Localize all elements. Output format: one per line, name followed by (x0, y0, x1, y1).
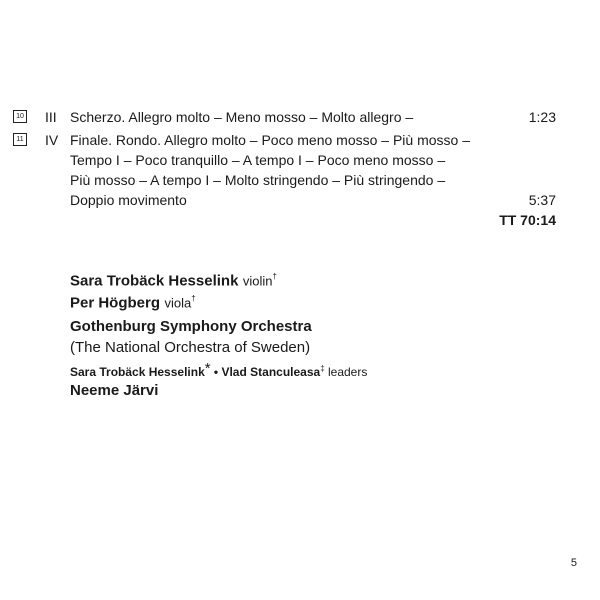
performer-name: Per Högberg (70, 294, 161, 312)
movement-line: Più mosso – A tempo I – Molto stringendo – Più stringendo – (70, 172, 446, 188)
bullet-separator: • (210, 365, 222, 379)
leaders-label: leaders (327, 365, 368, 379)
track-duration: 5:37 (528, 192, 556, 208)
asterisk-mark: * (204, 360, 211, 377)
movement-line: Scherzo. Allegro molto – Meno mosso – Molto allegro – (70, 109, 414, 125)
performer-instrument: viola (164, 295, 192, 311)
movement-description (70, 130, 470, 210)
movement-line: Doppio movimento (70, 192, 187, 208)
movement-line: Finale. Rondo. Allegro molto – Poco meno mosso – Più mosso – (70, 132, 470, 148)
performer-credits (70, 272, 367, 399)
conductor-name: Neeme Järvi (70, 382, 159, 399)
orchestra-name: Gothenburg Symphony Orchestra (70, 318, 312, 335)
orchestra-subtitle: (The National Orchestra of Sweden) (70, 339, 311, 356)
performer-instrument: violin (242, 273, 273, 289)
double-dagger-mark: ‡ (320, 364, 325, 373)
movement-line: Tempo I – Poco tranquillo – A tempo I – Poco meno mosso – (70, 152, 446, 168)
dagger-mark: † (191, 294, 196, 303)
page-number: 5 (570, 557, 577, 569)
track-row (0, 107, 600, 127)
leader-name: Vlad Stanculeasa (221, 365, 321, 379)
dagger-mark: † (272, 272, 277, 281)
leaders-credit (70, 360, 367, 382)
credit-soloist-viola (70, 294, 367, 318)
track-number-box: 11 (13, 133, 27, 146)
movement-description (70, 107, 413, 127)
leader-name: Sara Trobäck Hesselink (70, 365, 205, 379)
credit-soloist-violin (70, 272, 367, 294)
track-duration: 1:23 (528, 109, 556, 125)
total-time: TT 70:14 (499, 212, 556, 228)
track-row (0, 130, 600, 210)
performer-name: Sara Trobäck Hesselink (70, 272, 239, 290)
track-number-box: 10 (13, 110, 27, 123)
movement-numeral: III (45, 109, 57, 125)
movement-numeral: IV (45, 132, 59, 148)
